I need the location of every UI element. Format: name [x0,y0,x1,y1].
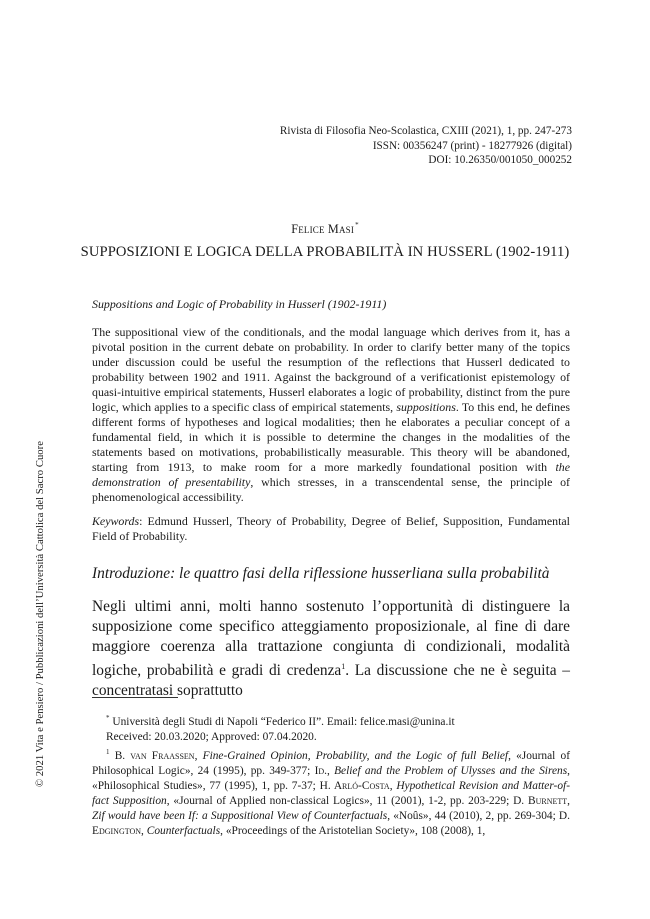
abstract [92,325,570,505]
english-title: Suppositions and Logic of Probability in Husserl (1902-1911) [92,297,387,311]
author-footnote-mark[interactable]: * [355,221,359,229]
fn-author-3: H. Arló-Costa [319,780,390,792]
fn-text-1: , «Journal of Philosophical Logic», 24 (1995), pp. 349-377; [92,750,570,777]
footnote-divider [92,697,178,698]
abstract-emphasis-2: the demonstration of presentability [92,460,570,489]
fn-title-3: Hypothetical Revision and Matter-of-fact Supposition [92,780,570,807]
affiliation-text: Università degli Studi di Napoli “Federico II”. Email: felice.masi@unina.it [112,716,455,728]
fn-text-6: , [567,795,570,807]
journal-citation: Rivista di Filosofia Neo-Scolastica, CXIII (2021), 1, pp. 247-273 [279,125,572,137]
fn-title-5: Counterfactuals [146,825,221,837]
abstract-text-3: , which stresses, in a transcendental sense, the principle of phenomenological accessibility. [92,475,571,504]
fn-text-5: , «Journal of Applied non-classical Logics», 11 (2001), 1-2, pp. 203-229; [166,795,514,807]
keywords-label: Keywords [92,514,140,528]
author-line [0,221,650,237]
fn-author-5: D. Edgington [92,810,570,837]
fn-text-9: , «Proceedings of the Aristotelian Society», 108 (2008), 1, [220,825,486,837]
fn-text-7: , «Noûs», 44 (2010), 2, pp. 269-304; [387,810,559,822]
footnote-1-number: 1 [106,748,110,756]
journal-doi: DOI: 10.26350/001050_000252 [428,154,572,166]
fn-author-2: Id. [314,765,327,777]
fn-text-8: , [141,825,147,837]
fn-text-4: , [389,780,397,792]
fn-title-1: Fine-Grained Opinion, Probability, and the Logic of full Belief [202,750,509,762]
section-heading: Introduzione: le quattro fasi della riflessione husserliana sulla probabilità [92,565,550,582]
keywords-text: : Edmund Husserl, Theory of Probability, Degree of Belief, Supposition, Fundamental Field of Probability. [92,514,570,543]
abstract-text-2: . To this end, he defines different forms of hypotheses and logical modalities; then he elaborates a peculiar concept of a fundamental field, in which it is possible to determine the changes in the modalities of the statements based on motivations, probabilistically measurable. This theory will be abandoned, starting from 1913, to make room for a more markedly foundational position with [92,400,570,474]
fn-text-2: , [327,765,335,777]
fn-title-2: Belief and the Problem of Ulysses and the Sirens [334,765,568,777]
footnote-ref-1[interactable]: 1 [341,662,346,671]
body-text: Negli ultimi anni, molti hanno sostenuto l’opportunità di distinguere la supposizione come specifico atteggiamento proposizionale, al fine di dare maggiore coerenza alla trattazione congiunta di condizionali, modalità logiche, probabilità e gradi di credenza [92,598,570,679]
journal-header [280,124,572,168]
abstract-text-1: The suppositional view of the conditionals, and the modal language which derives from it, has a pivotal position in the current debate on probability. In order to clarify better many of the topics under discussion could be useful the resumption of the reflections that Husserl dedicated to probability between 1902 and 1911. Against the background of a verificationist epistemology of quasi-intuitive empirical statements, Husserl elaborates a logic of probability, distinct from the pure logic, which applies to a specific class of empirical statements, [92,325,570,414]
abstract-emphasis-1: suppositions [396,400,456,414]
fn-author-1: B. van Fraassen [114,750,195,762]
footnote-affiliation [92,711,570,745]
journal-issn: ISSN: 00356247 (print) - 18277926 (digital) [372,139,572,152]
keywords [92,514,570,544]
body-paragraph [92,597,570,701]
received-dates: Received: 20.03.2020; Approved: 07.04.2020. [106,731,317,743]
copyright-side-note: © 2021 Vita e Pensiero / Pubblicazioni dell’Università Cattolica del Sacro Cuore [34,441,46,787]
body-text-continued: . La discussione che ne è seguita – concentratasi soprattutto [92,662,570,699]
fn-title-4: Zif would have been If: a Suppositional View of Counterfactuals [92,810,388,822]
footnote-star-mark: * [106,714,110,722]
article-title: SUPPOSIZIONI E LOGICA DELLA PROBABILITÀ IN HUSSERL (1902-1911) [80,244,570,260]
fn-author-4: D. Burnett [513,795,568,807]
author-name: Felice Masi [291,222,355,236]
fn-text-3: , «Philosophical Studies», 77 (1995), 1, pp. 7-37; [92,765,570,792]
footnote-1: $^1$ B. van Fraassen, Fine-Grained Opinion, Probability, and the Logic of full Belief, «Journal of Philosophical Logic», 24 (1995), pp. 349-377; Id., Belief and the Problem of Ulysses and the Sirens, «Philosophical Studies», 77 (1995), 1, pp. 7-37; H. Arló-Costa, Hypothetical Revision and Matter-of-fact Supposition, «Journal of Applied non-classical Logics», 11 (2001), 1-2, pp. 203-229; D. Burnett, Zif would have been If: a Suppositional View of Counterfactuals, «Noûs», 44 (2010), 2, pp. 269-304; D. Edgington, Counterfactuals, «Proceedings of the Aristotelian Society», 108 (2008), 1, [92,748,570,837]
